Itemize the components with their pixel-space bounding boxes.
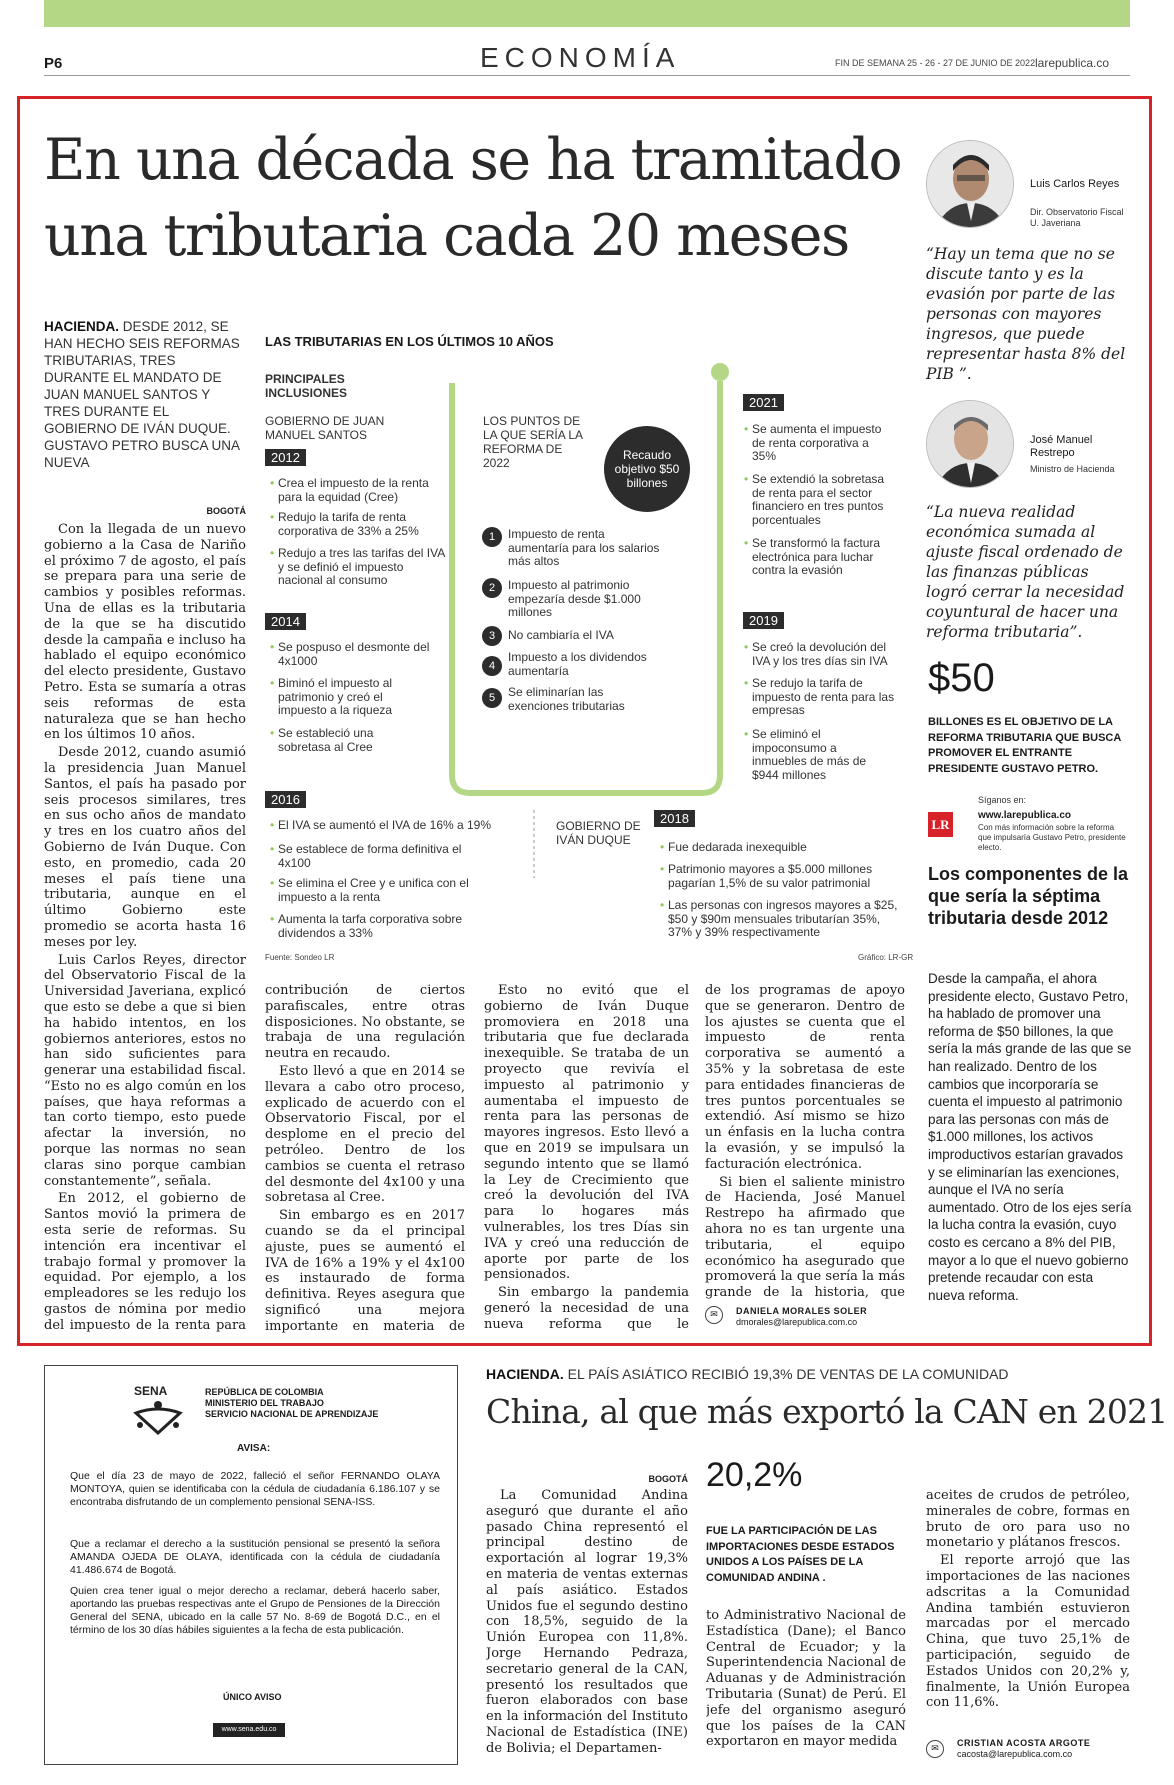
quote-2: “La nueva realidad económica sumada al ajuste fiscal ordenado de las finanzas públicas logró cerrar la necesidad coyuntural de hacer una reforma tributaria”. [926, 503, 1125, 641]
article-column-2 [265, 983, 465, 1333]
byline-email[interactable]: dmorales@larepublica.com.co [736, 1317, 858, 1327]
story2-kicker-label: HACIENDA. [486, 1366, 564, 1382]
ad-paragraph-3: Quien crea tener igual o mejor derecho a reclamar, deberá hacerlo saber, aportando las pruebas respectivas ante el Grupo de Pensiones de la Dirección General del SENA, ubicado en la calle 57 No. 8-69 de Bogotá D.C., en el término de los 30 días hábiles siguientes a la fecha de esta publicación. [70, 1585, 440, 1636]
year-2016: 2016 [265, 791, 306, 808]
gov-santos-label: GOBIERNO DE JUAN MANUEL SANTOS [265, 414, 385, 442]
bullet-2019-2: • Se redujo la tarifa de impuesto de renta para las empresas [752, 677, 897, 718]
follow-text: Con más información sobre la reforma que impulsaría Gustavo Petro, presidente electo. [978, 823, 1126, 852]
person2-role: Ministro de Hacienda [1030, 464, 1115, 474]
ad-paragraph-2: Que a reclamar el derecho a la sustitución pensional se presentó la señora AMANDA OJEDA DE OLAYA, identificada con la cédula de ciudadanía 41.486.674 de Bogotá. [70, 1538, 440, 1576]
story2-headline: China, al que más exportó la CAN en 2021 [486, 1392, 1168, 1431]
story2-big-number: 20,2% [706, 1456, 803, 1494]
bullet-2019-3: • Se eliminó el impoconsumo a inmuebles de más de $944 millones [752, 728, 882, 782]
paragraph: Si bien el saliente ministro de Hacienda, José Manuel Restrepo ha afirmado que ahora no es tan urgente una tributaria, el equipo económico ha asegurado que promoverá la que sería la más grande de la historia, que [705, 1174, 905, 1301]
paragraph: Esto llevó a que en 2014 se llevara a cabo otro proceso, explicado de acuerdo con el Observatorio Fiscal, por el desplome en el precio del petróleo. Dentro de los cambios se cuenta el retraso del desmonte del 4x100 y una sobretasa al Cree. [265, 1063, 465, 1206]
lede-text: DESDE 2012, SE HAN HECHO SEIS REFORMAS TRIBUTARIAS, TRES DURANTE EL MANDATO DE JUAN MANUEL SANTOS Y TRES DURANTE EL GOBIERNO DE IVÁN DUQUE. GUSTAVO PETRO BUSCA UNA NUEVA [44, 319, 240, 470]
story2-dateline: BOGOTÁ [648, 1474, 688, 1484]
paragraph: Desde 2012, cuando asumió la presidencia Juan Manuel Santos, el país ha pasado por seis procesos similares, tres en sus ocho años de mandato y tres en los cuatro años del Gobierno de Iván Duque. Con esto, en promedio, cada 20 meses el país tiene una tributaria, aunque en el último Gobierno este promedio se acorta hasta 16 meses por ley. [44, 745, 246, 950]
bullet-2012-1: • Crea el impuesto de la renta para la equidad (Cree) [278, 477, 438, 504]
article-column-1 [44, 522, 246, 1334]
paragraph: En 2012, el gobierno de Santos movió la primera de esta serie de reformas. Su intención era incentivar el trabajo formal y promover la equidad. Por ejemplo, a los empleadores se les redujo los gastos de nómina por medio del impuesto de la renta para [44, 1191, 246, 1333]
bullet-2018-3: • Las personas con ingresos mayores a $25, $50 y $90m mensuales tributarían 35%, 37% y 39% respectivamente [668, 899, 898, 940]
point-number-5: 5 [482, 688, 502, 708]
bullet-2019-1: • Se creó la devolución del IVA y los tres días sin IVA [752, 641, 897, 668]
bullet-2012-3: • Redujo a tres las tarifas del IVA y se definió el impuesto nacional al consumo [278, 547, 448, 588]
email-icon: ✉ [926, 1740, 944, 1758]
bullet-2021-3: • Se transformó la factura electrónica para luchar contra la evasión [752, 537, 892, 578]
objective-badge: Recaudo objetivo $50 billones [604, 426, 690, 512]
paragraph: Sin embargo es en 2017 cuando se da el principal ajuste, pues se aumentó el IVA de 16% a 19% y el 4x100 es instaurado de forma definitiva. Reyes asegura que significó una mejora importante en materia de [265, 1208, 465, 1333]
article-byline [736, 1306, 867, 1328]
story2-big-caption: FUE LA PARTICIPACIÓN DE LAS IMPORTACIONES DESDE ESTADOS UNIDOS A LOS PAÍSES DE LA COMUNIDAD ANDINA . [706, 1525, 895, 1584]
follow-url[interactable]: www.larepublica.co [978, 810, 1071, 821]
follow-label: Síganos en: [978, 795, 1027, 805]
headline-line-2: una tributaria cada 20 meses [44, 203, 849, 269]
ad-org-3: SERVICIO NACIONAL DE APRENDIZAJE [205, 1409, 379, 1419]
top-color-bar [44, 0, 1130, 27]
paragraph: La Comunidad Andina aseguró que durante el año pasado China representó el principal destino de exportación al lograr 19,3% en materia de ventas externas al país asiático. Estados Unidos fue el segundo destino con 18,5%, seguido de la Unión Europea con 11,8%. Jorge Hernando Pedraza, secretario general de la CAN, presentó los resultados que fueron elaborados con base en la información del Instituto Nacional de Estadística (INE) de Bolivia; el Departamen- [486, 1488, 688, 1756]
big-number: $50 [928, 656, 995, 700]
bullet-2014-2: • Biminó el impuesto al patrimonio y creó el impuesto a la riqueza [278, 677, 428, 718]
story2-kicker-text: EL PAÍS ASIÁTICO RECIBIÓ 19,3% DE VENTAS DE LA COMUNIDAD [567, 1366, 1009, 1382]
bullet-2016-3: • Se elimina el Cree y e unifica con el impuesto a la renta [278, 877, 488, 904]
graphic-title: LAS TRIBUTARIAS EN LOS ÚLTIMOS 10 AÑOS [265, 334, 554, 349]
ad-url[interactable]: www.sena.edu.co [213, 1723, 285, 1737]
story2-column-3 [926, 1488, 1130, 1718]
story2-byline [957, 1738, 1090, 1760]
paragraph: de los programas de apoyo que se generaron. Dentro de los ajustes se cuenta que el impuesto de renta corporativa se aumentó a 35% y la sobretasa de este para entidades financieras de tres puntos porcentuales se extendió. Así mismo se hizo un énfasis en la lucha contra la evasión, y se impulsó la facturación electrónica. [705, 983, 905, 1172]
sidebar-headline: Los componentes de la que sería la séptima tributaria desde 2012 [928, 864, 1129, 928]
point-number-2: 2 [482, 578, 502, 598]
avatar-luis-carlos-reyes [926, 140, 1014, 228]
point-text-3: No cambiaría el IVA [508, 628, 614, 642]
lede-kicker: HACIENDA. [44, 319, 120, 334]
site-name[interactable]: larepublica.co [1035, 56, 1110, 70]
person1-name: Luis Carlos Reyes [1030, 178, 1120, 190]
point-text-1: Impuesto de renta aumentaría para los salarios más altos [508, 527, 660, 568]
bullet-2012-2: • Redujo la tarifa de renta corporativa de 33% a 25% [278, 511, 438, 538]
paragraph: El reporte arrojó que las importaciones de las naciones adscritas a la Comunidad Andina también estuvieron marcadas por el mercado China, que tuvo 25,1% de participación, seguido de Estados Unidos con 20,2% y, finalmente, la Unión Europea con 11,6%. [926, 1553, 1130, 1711]
bullet-2018-2: • Patrimonio mayores a $5.000 millones pagarían 1,5% de su valor patrimonial [668, 863, 898, 890]
point-number-4: 4 [482, 656, 502, 676]
bullet-2014-1: • Se pospuso el desmonte del 4x1000 [278, 641, 438, 668]
gov-duque-label: GOBIERNO DE IVÁN DUQUE [556, 819, 641, 847]
paragraph: Esto no evitó que el gobierno de Iván Duque promoviera en 2018 una tributaria que fue declarada inexequible. Se trataba de un proyecto que revivía el impuesto al patrimonio y aumentaba el impuesto de renta para las personas de mayores ingresos. Esto llevó a que en 2019 se impulsara un segundo intento que se llamó la Ley de Crecimiento que creó la devolución del IVA para lo hogares más vulnerables, los tres Días sin IVA y creó una reducción de aporte por parte de los pensionados. [484, 983, 689, 1283]
bullet-2021-1: • Se aumenta el impuesto de renta corporativa a 35% [752, 423, 892, 464]
quote-1: “Hay un tema que no se discute tanto y es la evasión por parte de las personas con mayores ingresos, que puede representar hasta 8% del PIB ”. [926, 245, 1126, 383]
points-title: LOS PUNTOS DE LA QUE SERÍA LA REFORMA DE 2022 [483, 414, 583, 470]
paragraph: aceites de crudos de petróleo, minerales de cobre, formas en bruto de oro para uso no monetario y plátanos frescos. [926, 1488, 1130, 1551]
person1-role: Dir. Observatorio Fiscal U. Javeriana [1030, 207, 1124, 228]
ad-org-1: REPÚBLICA DE COLOMBIA [205, 1387, 324, 1397]
bullet-2016-2: • Se establece de forma definitiva el 4x100 [278, 843, 478, 870]
point-number-3: 3 [482, 626, 502, 646]
graphic-subtitle: PRINCIPALES INCLUSIONES [265, 372, 348, 400]
year-2019: 2019 [743, 612, 784, 629]
page-number: P6 [44, 55, 63, 72]
paragraph: Luis Carlos Reyes, director del Observatorio Fiscal de la Universidad Javeriana, explicó que esto se debe a que si bien ha habido intentos, en los gobiernos anteriores, estos no han sido suficientes para generar una estabilidad fiscal. “Esto no es algo común en los países, que haya reformas a tan corto tiempo, esto puede afectar la inversión, no porque las normas no sean claras sino porque cambian constantemente”, señala. [44, 952, 246, 1189]
ad-footer: ÚNICO AVISO [223, 1692, 282, 1702]
byline-name: DANIELA MORALES SOLER [736, 1306, 868, 1316]
issue-date: FIN DE SEMANA 25 - 26 - 27 DE JUNIO DE 2022 [835, 58, 1036, 68]
year-2018: 2018 [654, 810, 695, 827]
year-2021: 2021 [743, 394, 784, 411]
ad-title: AVISA: [237, 1443, 271, 1454]
paragraph: Con la llegada de un nuevo gobierno a la Casa de Nariño el próximo 7 de agosto, el país se prepara para una serie de cambios y posibles reformas. Una de ellas es la tributaria de la que se ha discutido desde la campaña e incluso ha hablado el equipo económico del electo presidente, Gustavo Petro. Esta se sumaría a otras seis reformas de esta naturaleza que se han hecho en los últimos 10 años. [44, 522, 246, 743]
point-text-2: Impuesto al patrimonio empezaría desde $1.000 millones [508, 578, 641, 619]
point-text-5: Se eliminarían las exenciones tributarias [508, 685, 625, 713]
ad-paragraph-1: Que el día 23 de mayo de 2022, falleció el señor FERNANDO OLAYA MONTOYA, quien se identificaba con la cédula de ciudadanía 6.186.107 y se encontraba disfrutando de un complemento pensional SENA-ISS. [70, 1470, 440, 1508]
story2-kicker [486, 1366, 1009, 1382]
paragraph: to Administrativo Nacional de Estadística (Dane); el Banco Central de Ecuador; y la Superintendencia Nacional de Aduanas y de Administración Tributaria (Sunat) de Perú. El jefe del organismo aseguró que los países de la CAN exportaron en mayor medida [706, 1608, 906, 1750]
avatar-jose-manuel-restrepo [926, 400, 1014, 488]
ad-org-2: MINISTERIO DEL TRABAJO [205, 1398, 324, 1408]
bullet-2014-3: • Se estableció una sobretasa al Cree [278, 727, 418, 754]
header-rule [44, 75, 1130, 76]
sidebar-body: Desde la campaña, el ahora presidente electo, Gustavo Petro, ha hablado de promover una reforma de $50 billones, la que sería la más grande de las que se han realizado. Dentro de los cambios que incorporaría se cuenta el impuesto al patrimonio para las personas con más de $1.000 millones, los activos improductivos estarían gravados y se eliminarían las exenciones, aunque el IVA no sería aumentado. Otro de los ejes sería la lucha contra la evasión, cuyo costo es cercano a 8% del PIB, mayor a lo que el nuevo gobierno pretende recaudar con esta nueva reforma. [928, 971, 1132, 1303]
year-2014: 2014 [265, 613, 306, 630]
headline-line-1: En una década se ha tramitado [44, 127, 902, 193]
person2-name: José Manuel Restrepo [1030, 434, 1093, 459]
article-column-3 [484, 983, 689, 1333]
point-text-4: Impuesto a los dividendos aumentaría [508, 650, 647, 678]
svg-text:SENA: SENA [134, 1384, 168, 1398]
article-column-4 [705, 983, 905, 1301]
story2-column-2 [706, 1608, 906, 1768]
bullet-2016-1: • El IVA se aumentó el IVA de 16% a 19% [278, 819, 498, 833]
year-2012: 2012 [265, 449, 306, 466]
email-icon: ✉ [705, 1306, 723, 1324]
byline-email[interactable]: cacosta@larepublica.com.co [957, 1749, 1073, 1759]
bullet-2021-2: • Se extendió la sobretasa de renta para el sector financiero en tres puntos porcentuales [752, 473, 892, 527]
article-headline [44, 122, 924, 274]
byline-name: CRISTIAN ACOSTA ARGOTE [957, 1738, 1091, 1748]
paragraph: Sin embargo la pandemia generó la necesidad de una nueva reforma que le [484, 1285, 689, 1332]
paragraph: contribución de ciertos parafiscales, entre otras disposiciones. No obstante, se trabaja de una regulación neutra en recaudo. [265, 983, 465, 1062]
point-number-1: 1 [482, 527, 502, 547]
sena-logo-icon [130, 1383, 186, 1435]
section-title: ECONOMÍA [480, 42, 681, 73]
article-dateline: BOGOTÁ [206, 506, 246, 516]
bullet-2018-1: • Fue dedarada inexequible [668, 841, 888, 855]
article-lede [44, 318, 244, 471]
bullet-2016-4: • Aumenta la tarfa corporativa sobre dividendos a 33% [278, 913, 478, 940]
graphic-credit: Gráfico: LR-GR [858, 953, 914, 962]
graphic-source: Fuente: Sondeo LR [265, 953, 335, 962]
story2-column-1 [486, 1488, 688, 1768]
big-number-caption: BILLONES ES EL OBJETIVO DE LA REFORMA TRIBUTARIA QUE BUSCA PROMOVER EL ENTRANTE PRESIDENTE GUSTAVO PETRO. [928, 716, 1121, 775]
divider-dashed [533, 810, 535, 878]
lr-logo: LR [928, 812, 953, 837]
